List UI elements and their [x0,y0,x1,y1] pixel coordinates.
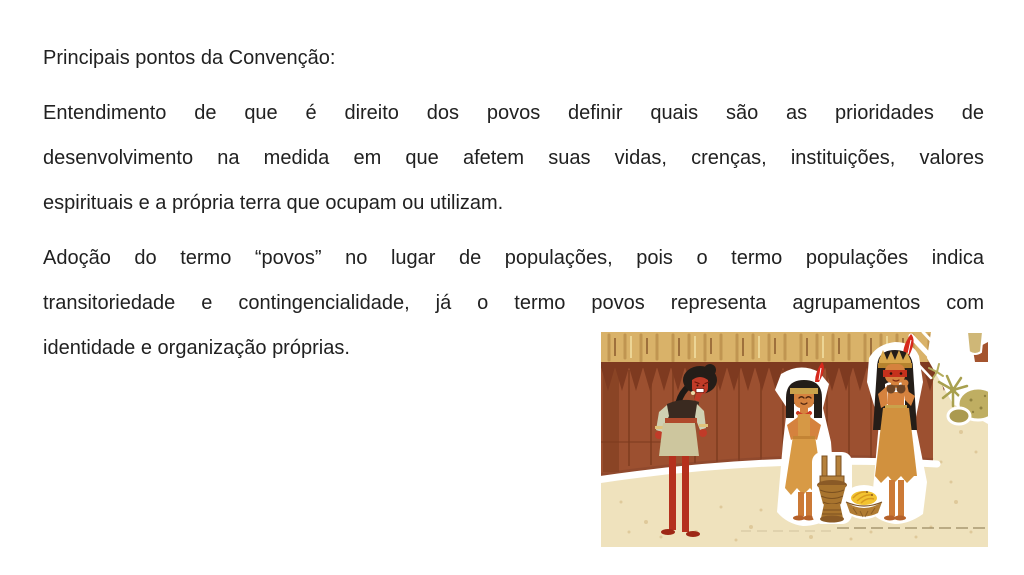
yellow-fruit [851,491,877,505]
paragraph-1 [43,91,984,226]
coconut-bra [887,385,896,394]
fruit-bowl [842,485,886,519]
gourd-vase [967,332,983,354]
paragraph-1-line-1: Entendimento de que é direito dos povos definir quais são as prioridades de [43,102,984,124]
slide-text-block [43,36,984,371]
paragraph-2-line-1: Adoção do termo “povos” no lugar de populações, pois o termo populações indica [43,247,984,269]
basket-stand [812,452,852,524]
illustration-svg [601,332,988,547]
paragraph-1-line-2: desenvolvimento na medida em que afetem suas vidas, crenças, instituições, valores [43,147,984,169]
paragraph-2-line-3: identidade e organização próprias. [43,337,350,359]
indigenous-village-illustration [601,332,988,547]
paragraph-1-line-3: espirituais e a própria terra que ocupam ou utilizam. [43,192,504,214]
woman-right-face-paint [883,370,907,377]
woman-red-skirt [659,423,699,456]
paragraph-2-line-2: transitoriedade e contingencialidade, já o termo povos representa agrupamentos com [43,292,984,314]
slide-title: Principais pontos da Convenção: [43,47,336,69]
